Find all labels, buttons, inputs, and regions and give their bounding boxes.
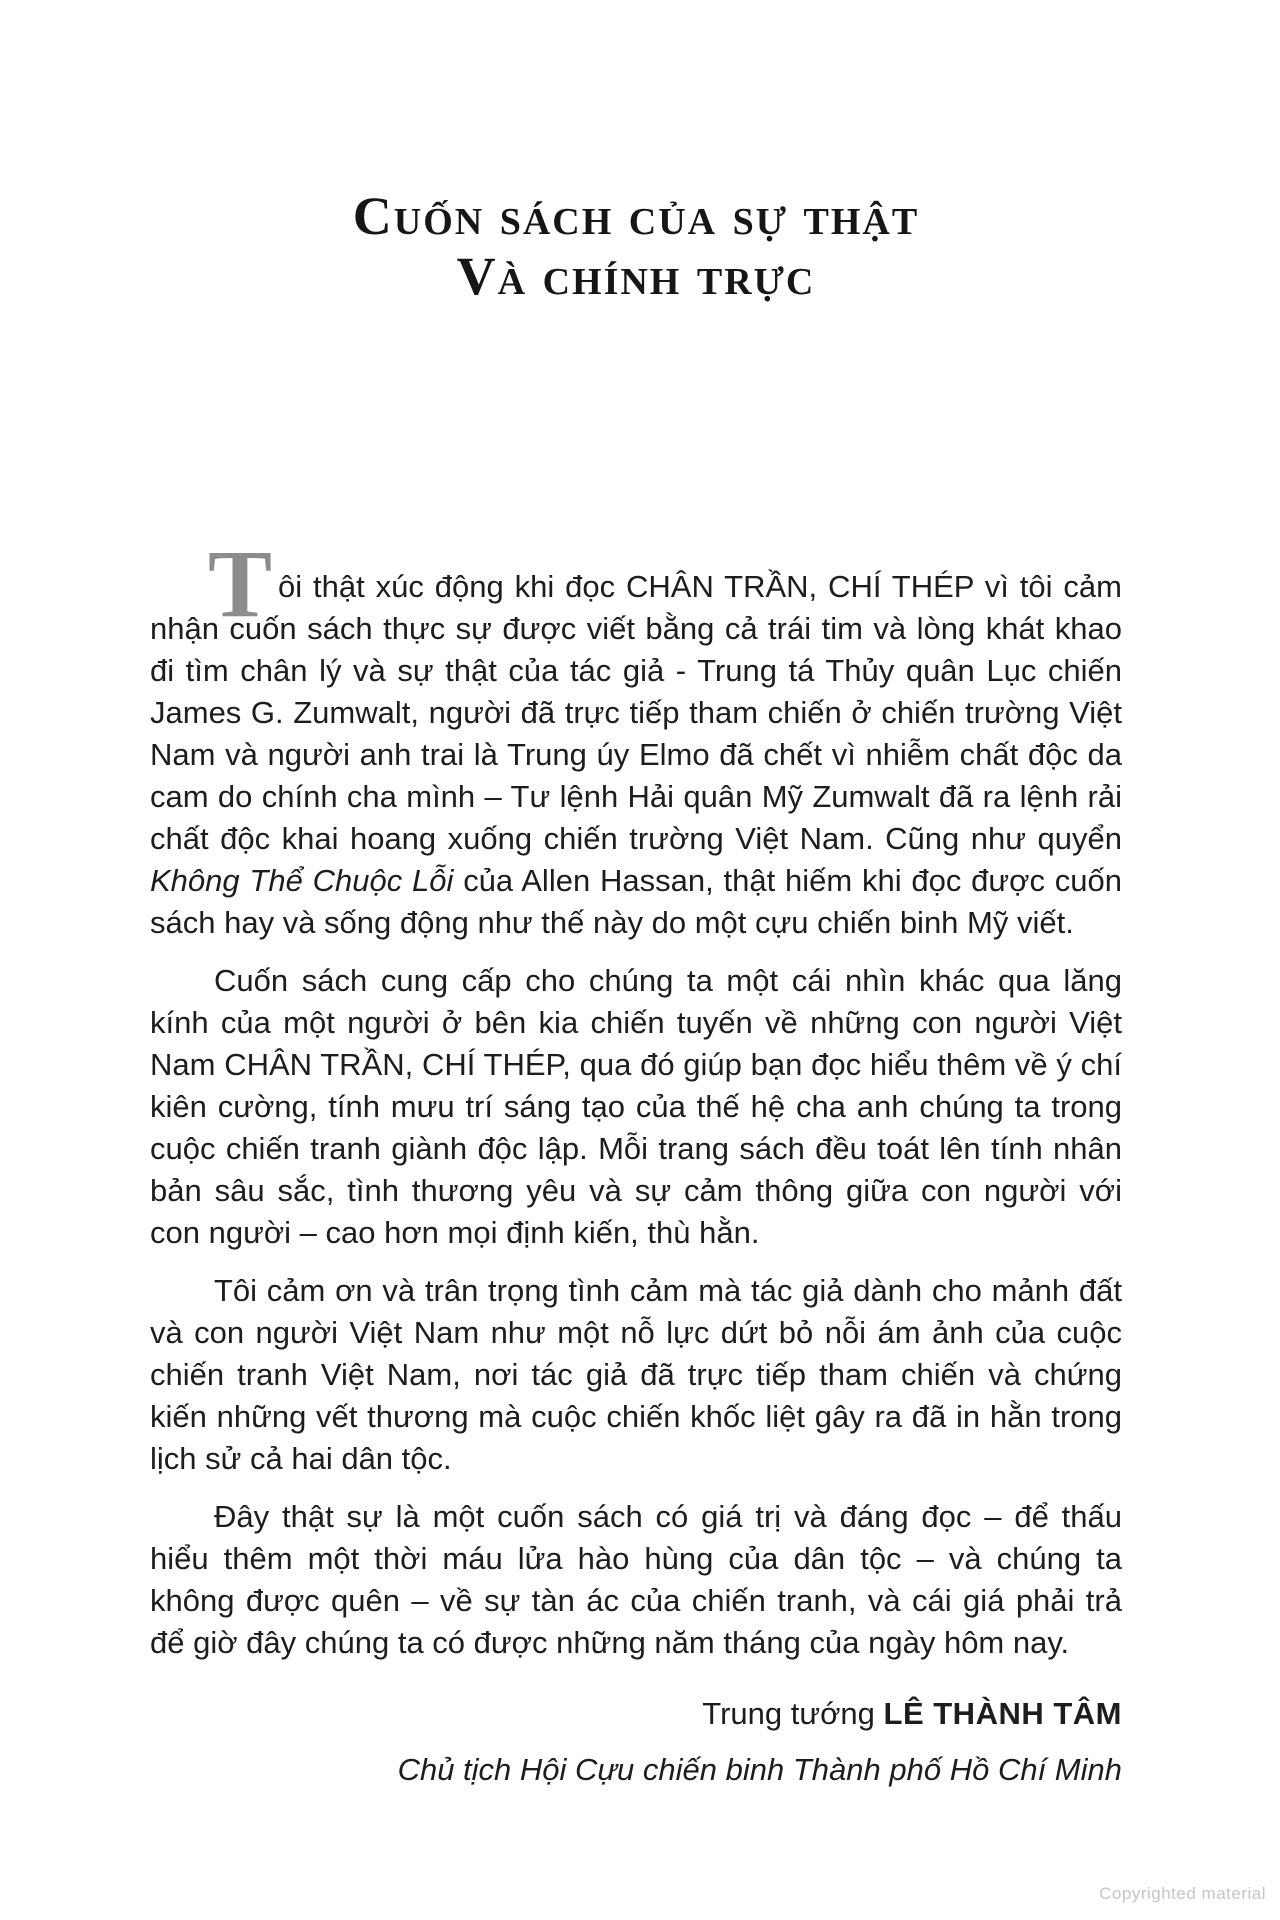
paragraph-1-text: ôi thật xúc động khi đọc CHÂN TRẦN, CHÍ THÉP vì tôi cảm nhận cuốn sách thực sự được viết bằng cả trái tim và lòng khát khao đi tìm chân lý và sự thật của tác giả - Trung tá Thủy quân Lục chiến James G. Zumwalt, người đã trực tiếp tham chiến ở chiến trường Việt Nam và người anh trai là Trung úy Elmo đã chết vì nhiễm chất độc da cam do chính cha mình – Tư lệnh Hải quân Mỹ Zumwalt đã ra lệnh rải chất độc khai hoang xuống chiến trường Việt Nam. Cũng như quyển [150, 569, 1122, 856]
signature-block [150, 1686, 1122, 1798]
paragraph-1-tail: của Allen Hassan, thật hiếm khi đọc được cuốn sách hay và sống động như thế này do một cựu chiến binh Mỹ viết. [150, 863, 1122, 940]
referenced-book-title: Không Thể Chuộc Lỗi [150, 863, 454, 898]
signature-line-rank-name [150, 1686, 1122, 1742]
chapter-title-line-2: Và chính trực [456, 246, 816, 306]
signature-rank: Trung tướng [702, 1696, 884, 1731]
chapter-title [150, 186, 1122, 306]
signature-name: LÊ THÀNH TÂM [883, 1696, 1122, 1731]
paragraph-1 [150, 566, 1122, 944]
signature-role: Chủ tịch Hội Cựu chiến binh Thành phố Hồ Chí Minh [397, 1752, 1122, 1787]
paragraph-4: Đây thật sự là một cuốn sách có giá trị và đáng đọc – để thấu hiểu thêm một thời máu lửa hào hùng của dân tộc – và chúng ta không được quên – về sự tàn ác của chiến tranh, và cái giá phải trả để giờ đây chúng ta có được những năm tháng của ngày hôm nay. [150, 1499, 1122, 1660]
paragraph-3: Tôi cảm ơn và trân trọng tình cảm mà tác giả dành cho mảnh đất và con người Việt Nam như một nỗ lực dứt bỏ nỗi ám ảnh của cuộc chiến tranh Việt Nam, nơi tác giả đã trực tiếp tham chiến và chứng kiến những vết thương mà cuộc chiến khốc liệt gây ra đã in hằn trong lịch sử cả hai dân tộc. [150, 1273, 1122, 1476]
copyright-watermark: Copyrighted material [1099, 1884, 1266, 1903]
drop-cap-letter: T [208, 530, 273, 637]
paragraph-2: Cuốn sách cung cấp cho chúng ta một cái nhìn khác qua lăng kính của một người ở bên kia chiến tuyến về những con người Việt Nam CHÂN TRẦN, CHÍ THÉP, qua đó giúp bạn đọc hiểu thêm về ý chí kiên cường, tính mưu trí sáng tạo của thế hệ cha anh chúng ta trong cuộc chiến tranh giành độc lập. Mỗi trang sách đều toát lên tính nhân bản sâu sắc, tình thương yêu và sự cảm thông giữa con người với con người – cao hơn mọi định kiến, thù hằn. [150, 963, 1122, 1250]
chapter-title-line-1: Cuốn sách của sự thật [352, 186, 920, 246]
body-text-column [150, 530, 1122, 1798]
